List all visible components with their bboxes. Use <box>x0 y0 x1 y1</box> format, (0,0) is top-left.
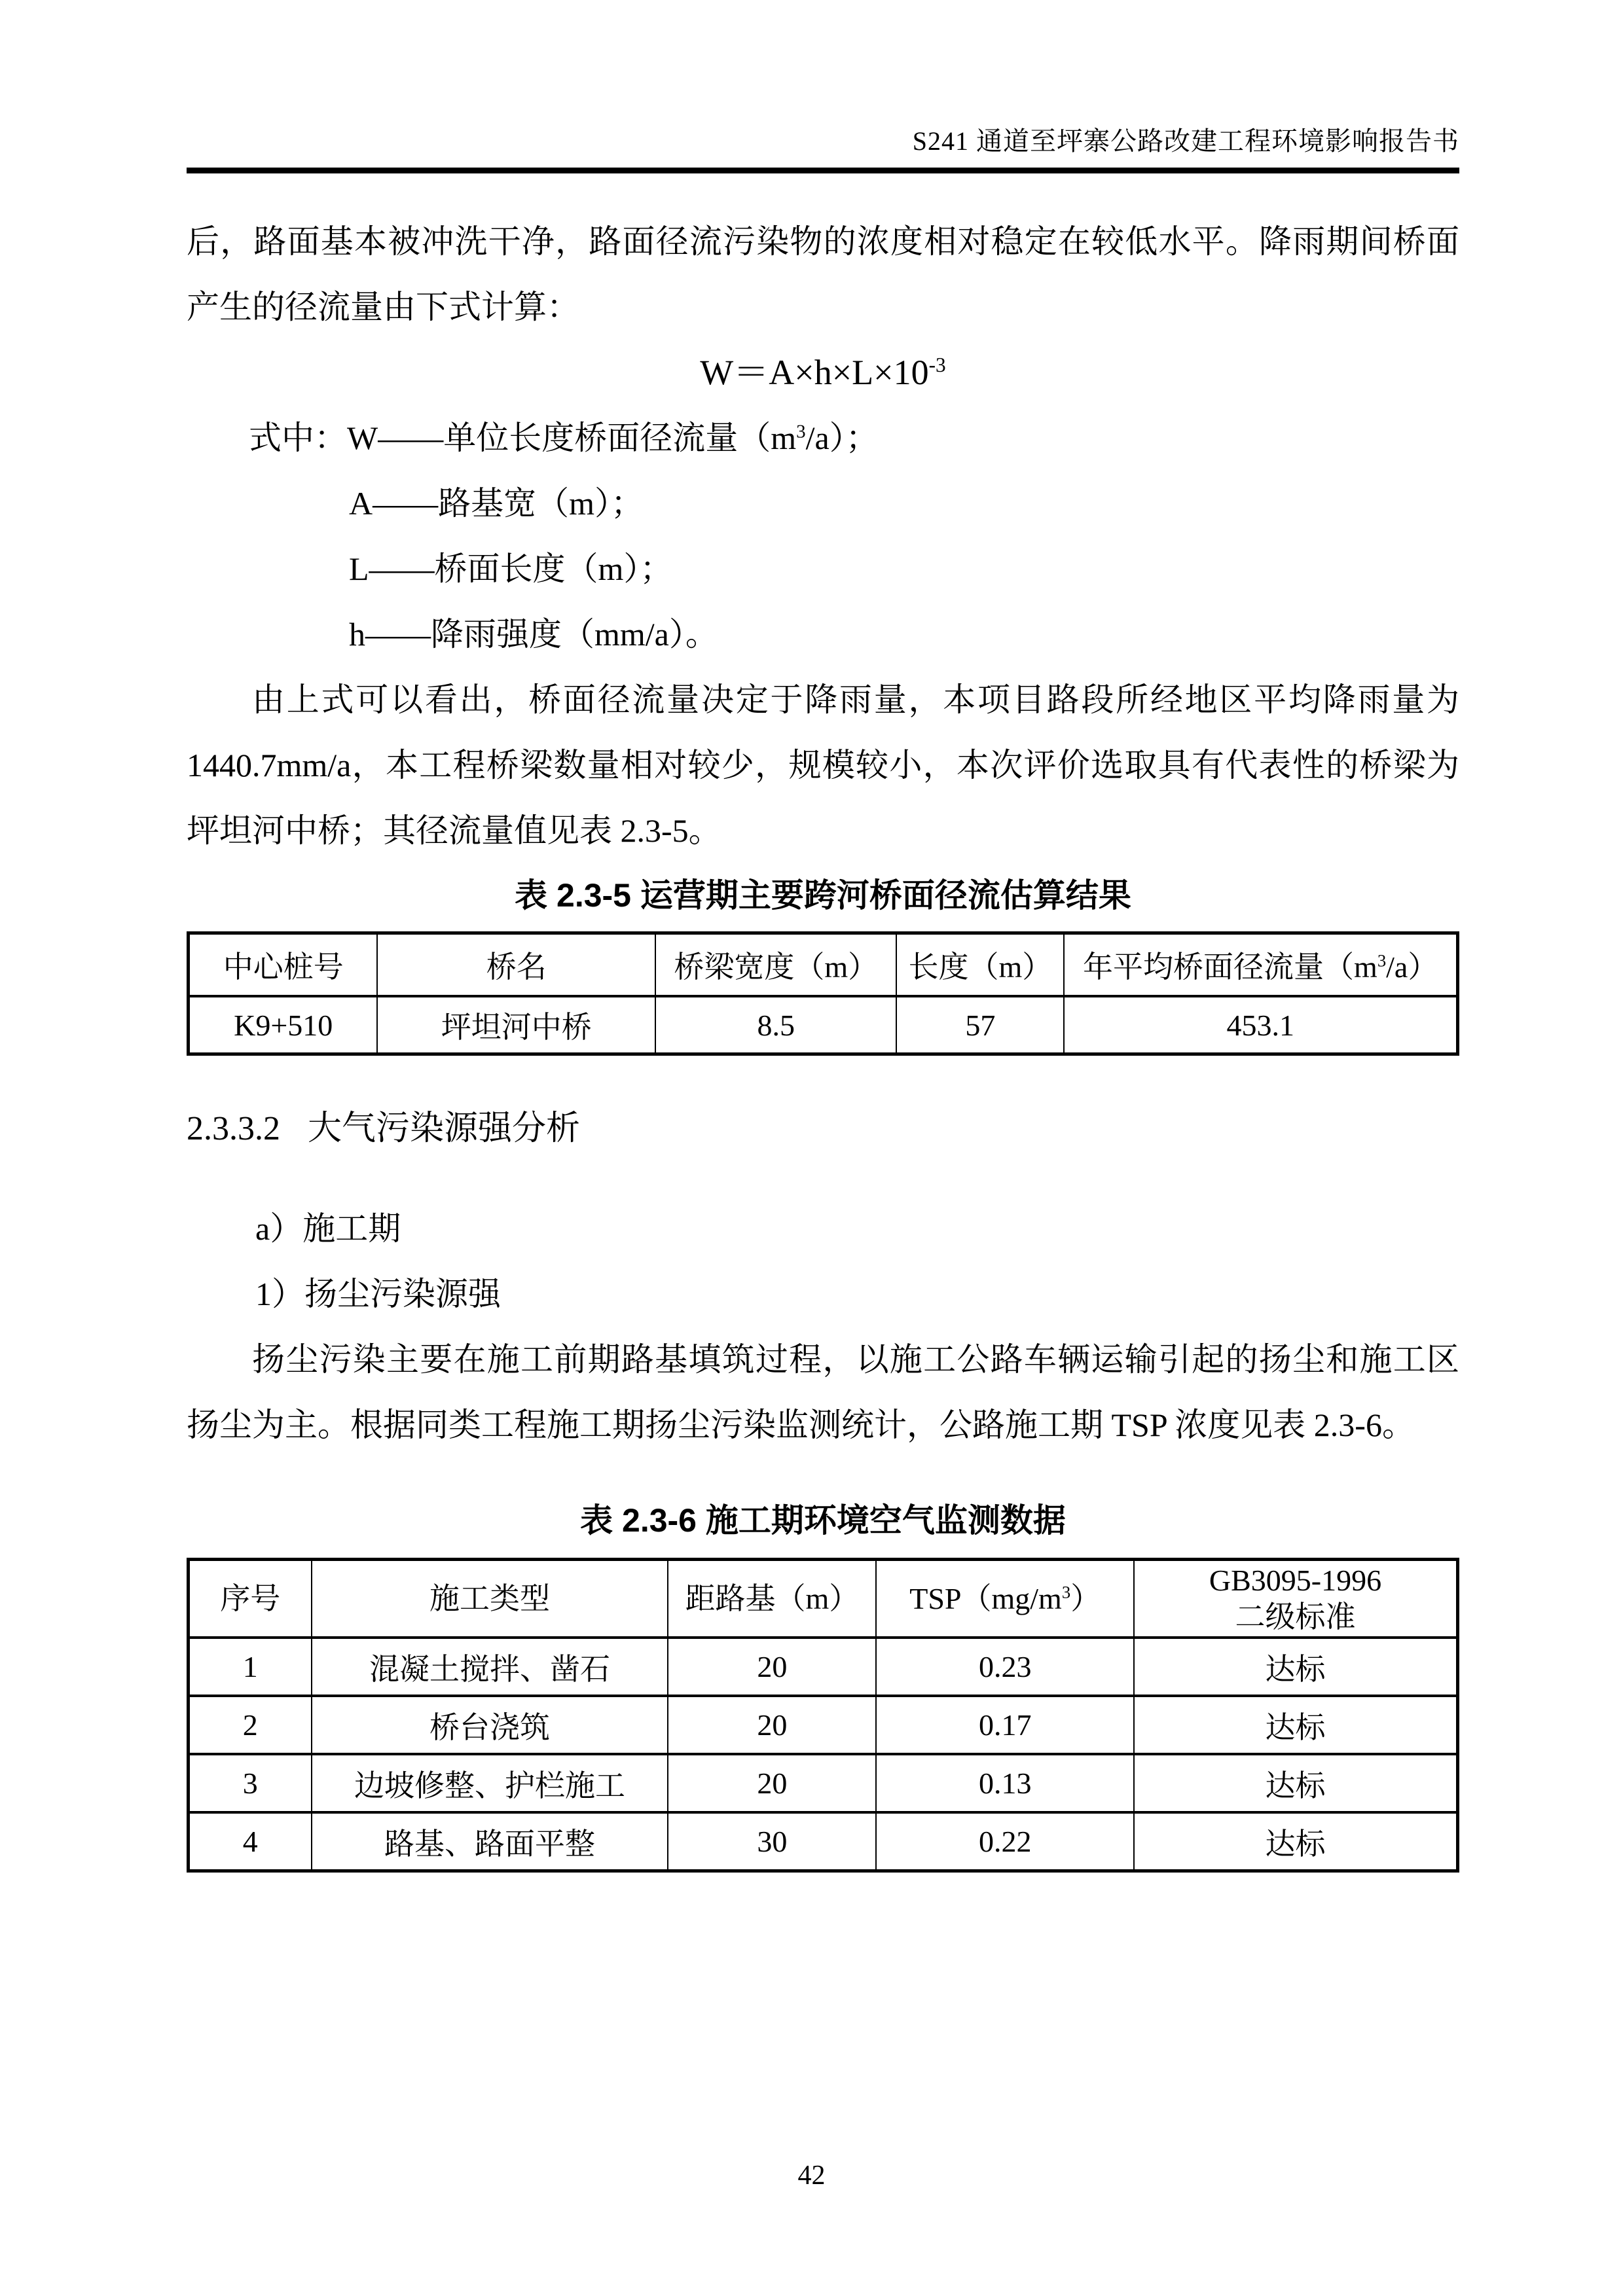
table6-header-cell <box>876 1560 1134 1638</box>
page-content <box>187 0 1459 1873</box>
subheading-dust-source: 1）扬尘污染源强 <box>255 1276 501 1312</box>
formula-term-a: A——路基宽（m）； <box>349 485 644 522</box>
table5-cell-bridge-name: 坪坦河中桥 <box>377 996 655 1054</box>
table5-cell-stake: K9+510 <box>189 996 378 1054</box>
table6-header-row <box>189 1560 1458 1638</box>
table6-cell-distance: 20 <box>668 1696 876 1754</box>
table6-cell-distance: 20 <box>668 1638 876 1696</box>
table6-cell-type: 路基、路面平整 <box>312 1812 668 1871</box>
formula-term-h: h——降雨强度（mm/a）。 <box>349 616 718 653</box>
table6-header-standard-line1: GB3095-1996 <box>1209 1563 1382 1597</box>
table5-header-row <box>189 933 1458 997</box>
table6-cell-distance: 20 <box>668 1754 876 1812</box>
section-heading-air-pollution <box>187 1096 1459 1162</box>
table6-cell-tsp: 0.23 <box>876 1638 1134 1696</box>
table6-header-cell: 施工类型 <box>312 1560 668 1638</box>
table6-cell-type: 混凝土搅拌、凿石 <box>312 1638 668 1696</box>
term-w-unit: /a）； <box>805 420 879 456</box>
table-row <box>189 996 1458 1054</box>
table-row <box>189 1696 1458 1754</box>
runoff-formula <box>187 340 1459 405</box>
table6-cell-no: 1 <box>189 1638 312 1696</box>
table6-cell-type: 边坡修整、护栏施工 <box>312 1754 668 1812</box>
table6-header-tsp-close: ） <box>1070 1581 1101 1615</box>
table6-caption: 表 2.3-6 施工期环境空气监测数据 <box>580 1502 1066 1539</box>
table6-cell-tsp: 0.17 <box>876 1696 1134 1754</box>
table5-cell-runoff: 453.1 <box>1064 996 1457 1054</box>
formula-term-l: L——桥面长度（m）； <box>349 550 673 587</box>
table-row <box>189 1754 1458 1812</box>
table6-cell-status: 达标 <box>1134 1696 1457 1754</box>
table6-cell-status: 达标 <box>1134 1812 1457 1871</box>
table6-cell-no: 4 <box>189 1812 312 1871</box>
table6-header-cell <box>1134 1560 1457 1638</box>
table6-header-tsp-superscript: 3 <box>1061 1582 1071 1602</box>
formula-term-w <box>187 405 1459 471</box>
section-title: 大气污染源强分析 <box>308 1110 581 1147</box>
table-air-monitoring <box>187 1558 1459 1873</box>
paragraph-rainfall-analysis: 由上式可以看出，桥面径流量决定于降雨量，本项目路段所经地区平均降雨量为1440.7mm/a，本工程桥梁数量相对较少，规模较小，本次评价选取具有代表性的桥梁为坪坦河中桥；其径流量值见表 2.3-5。 <box>187 681 1459 849</box>
running-header-title: S241 通道至坪寨公路改建工程环境影响报告书 <box>912 126 1459 156</box>
table6-cell-tsp: 0.22 <box>876 1812 1134 1871</box>
table6-cell-no: 2 <box>189 1696 312 1754</box>
table5-header-runoff-text: 年平均桥面径流量（m <box>1083 950 1377 984</box>
page-header <box>187 0 1459 173</box>
table6-cell-type: 桥台浇筑 <box>312 1696 668 1754</box>
table5-header-cell: 中心桩号 <box>189 933 378 997</box>
table6-cell-status: 达标 <box>1134 1638 1457 1696</box>
table6-header-tsp-text: TSP（mg/m <box>909 1581 1062 1615</box>
table5-cell-length: 57 <box>896 996 1064 1054</box>
table6-cell-no: 3 <box>189 1754 312 1812</box>
table5-header-cell <box>1064 933 1457 997</box>
table5-header-runoff-superscript: 3 <box>1377 950 1387 971</box>
header-rule <box>187 168 1459 173</box>
table5-header-cell: 桥梁宽度（m） <box>655 933 896 997</box>
table-row <box>189 1638 1458 1696</box>
table6-header-cell: 序号 <box>189 1560 312 1638</box>
table6-header-cell: 距路基（m） <box>668 1560 876 1638</box>
table5-header-runoff-unit: /a） <box>1386 950 1438 984</box>
page-number: 42 <box>797 2161 826 2191</box>
subheading-construction-period: a）施工期 <box>255 1210 401 1247</box>
formula-exponent: -3 <box>928 353 946 376</box>
term-w-superscript: 3 <box>796 421 806 442</box>
table6-header-standard-line2: 二级标准 <box>1235 1600 1356 1634</box>
table5-caption: 表 2.3-5 运营期主要跨河桥面径流估算结果 <box>515 877 1131 914</box>
section-number: 2.3.3.2 <box>187 1110 280 1147</box>
paragraph-dust-pollution: 扬尘污染主要在施工前期路基填筑过程，以施工公路车辆运输引起的扬尘和施工区扬尘为主。根据同类工程施工期扬尘污染监测统计，公路施工期 TSP 浓度见表 2.3-6。 <box>187 1341 1459 1443</box>
table5-cell-width: 8.5 <box>655 996 896 1054</box>
table-bridge-runoff <box>187 931 1459 1056</box>
table5-header-cell: 桥名 <box>377 933 655 997</box>
formula-base: W＝A×h×L×10 <box>700 353 929 392</box>
table6-cell-tsp: 0.13 <box>876 1754 1134 1812</box>
term-w-text: 式中：W——单位长度桥面径流量（m <box>249 420 797 456</box>
table5-header-cell: 长度（m） <box>896 933 1064 997</box>
table-row <box>189 1812 1458 1871</box>
table6-cell-status: 达标 <box>1134 1754 1457 1812</box>
paragraph-runoff-intro: 后，路面基本被冲洗干净，路面径流污染物的浓度相对稳定在较低水平。降雨期间桥面产生的径流量由下式计算： <box>187 223 1459 325</box>
table6-cell-distance: 30 <box>668 1812 876 1871</box>
